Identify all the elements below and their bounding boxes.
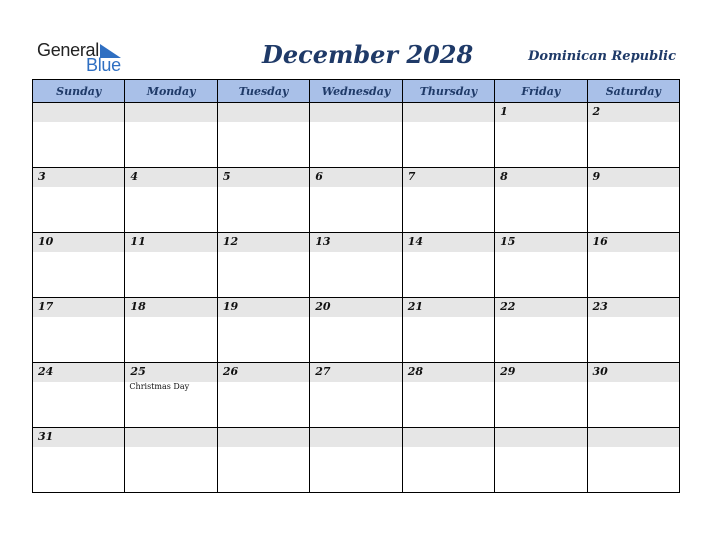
weekday-header: Sunday: [33, 80, 125, 103]
day-cell: [310, 168, 402, 233]
day-number-strip: [125, 168, 216, 187]
day-cell: [125, 363, 217, 428]
day-cell: [587, 298, 679, 363]
country-name: Dominican Republic: [528, 49, 676, 64]
calendar-body: [33, 103, 680, 493]
day-number: 20: [315, 300, 331, 313]
week-row: [33, 298, 680, 363]
weekday-header: Thursday: [402, 80, 494, 103]
day-cell: [402, 428, 494, 493]
day-number: 8: [500, 170, 508, 183]
day-number-strip: [310, 428, 401, 447]
holiday-label: Christmas Day: [129, 382, 190, 391]
day-number-strip: [403, 363, 494, 382]
weekday-header: Tuesday: [217, 80, 309, 103]
day-cell: [33, 168, 125, 233]
day-cell: [125, 298, 217, 363]
day-number: 4: [130, 170, 139, 183]
day-number-strip: [495, 428, 586, 447]
day-number-strip: [218, 363, 309, 382]
day-number-strip: [218, 103, 309, 122]
day-number-strip: [310, 363, 401, 382]
day-number: 26: [222, 365, 239, 378]
day-number-strip: [310, 103, 401, 122]
weekday-header: Saturday: [587, 80, 679, 103]
day-number-strip: [125, 363, 216, 382]
day-number: 14: [407, 235, 423, 248]
day-number-strip: [495, 298, 586, 317]
day-cell: [310, 363, 402, 428]
day-number: 16: [592, 235, 608, 248]
week-row: [33, 168, 680, 233]
day-number-strip: [403, 233, 494, 252]
day-number-strip: [33, 298, 124, 317]
day-cell: [125, 168, 217, 233]
calendar-grid: [32, 79, 680, 493]
day-number-strip: [588, 363, 679, 382]
day-number-strip: [218, 298, 309, 317]
day-number: 21: [407, 300, 423, 313]
day-number: 24: [38, 365, 54, 378]
day-number: 13: [315, 235, 331, 248]
day-cell: [310, 428, 402, 493]
day-cell: [587, 103, 679, 168]
day-cell: [495, 103, 587, 168]
day-cell: [402, 103, 494, 168]
day-number-strip: [218, 233, 309, 252]
week-row: [33, 103, 680, 168]
day-cell: [587, 168, 679, 233]
day-cell: [495, 428, 587, 493]
day-number-strip: [310, 168, 401, 187]
day-cell: [402, 233, 494, 298]
day-cell: [217, 363, 309, 428]
day-number-strip: [310, 233, 401, 252]
day-number-strip: [33, 233, 124, 252]
day-number-strip: [588, 233, 679, 252]
week-row: [33, 428, 680, 493]
day-cell: [587, 428, 679, 493]
day-number: 27: [315, 365, 331, 378]
day-number: 17: [38, 300, 54, 313]
day-cell: [402, 298, 494, 363]
day-number-strip: [125, 428, 216, 447]
day-number-strip: [403, 298, 494, 317]
day-number: 22: [500, 300, 516, 313]
day-number: 28: [407, 365, 423, 378]
day-number: 31: [38, 430, 54, 443]
logo-text-blue: Blue: [86, 55, 121, 75]
day-number-strip: [33, 428, 124, 447]
day-cell: [217, 428, 309, 493]
day-number-strip: [33, 103, 124, 122]
day-cell: [402, 168, 494, 233]
day-number-strip: [403, 168, 494, 187]
day-cell: [495, 363, 587, 428]
day-number-strip: [33, 168, 124, 187]
day-number: 30: [592, 365, 608, 378]
calendar-title: December 2028: [262, 40, 474, 69]
generalblue-logo: [37, 40, 127, 74]
day-cell: [125, 428, 217, 493]
day-number: 12: [222, 235, 239, 248]
logo-text-general: General: [37, 40, 99, 60]
day-number-strip: [125, 103, 216, 122]
day-number-strip: [495, 103, 586, 122]
day-cell: [33, 298, 125, 363]
weekday-header: Monday: [125, 80, 217, 103]
day-number: 23: [592, 300, 608, 313]
day-cell: [33, 428, 125, 493]
day-number: 6: [315, 170, 323, 183]
day-number: 10: [38, 235, 54, 248]
day-cell: [587, 233, 679, 298]
day-number-strip: [310, 298, 401, 317]
day-number-strip: [588, 428, 679, 447]
day-cell: [217, 168, 309, 233]
day-cell: [217, 298, 309, 363]
day-cell: [33, 363, 125, 428]
day-cell: [217, 103, 309, 168]
day-cell: [495, 298, 587, 363]
day-number-strip: [588, 298, 679, 317]
day-cell: [217, 233, 309, 298]
day-number-strip: [588, 168, 679, 187]
day-cell: [310, 233, 402, 298]
day-number: 2: [592, 105, 601, 118]
day-cell: [402, 363, 494, 428]
day-number-strip: [495, 168, 586, 187]
day-number-strip: [403, 428, 494, 447]
week-row: [33, 363, 680, 428]
day-cell: [587, 363, 679, 428]
day-cell: [125, 103, 217, 168]
weekday-header-row: [33, 80, 680, 103]
day-number: 19: [222, 300, 239, 313]
day-number: 7: [407, 170, 416, 183]
day-number-strip: [125, 233, 216, 252]
day-number: 29: [500, 365, 516, 378]
day-number: 1: [500, 105, 508, 118]
weekday-header: Wednesday: [310, 80, 402, 103]
day-cell: [310, 103, 402, 168]
day-number: 5: [222, 170, 231, 183]
day-number-strip: [125, 298, 216, 317]
day-number-strip: [495, 233, 586, 252]
day-cell: [310, 298, 402, 363]
day-number: 25: [130, 365, 146, 378]
day-number-strip: [495, 363, 586, 382]
day-number-strip: [588, 103, 679, 122]
day-number: 3: [38, 170, 46, 183]
day-number: 18: [130, 300, 146, 313]
day-number: 9: [592, 170, 601, 183]
day-cell: [33, 103, 125, 168]
weekday-header: Friday: [495, 80, 587, 103]
day-number: 11: [130, 235, 146, 248]
day-cell: [125, 233, 217, 298]
day-cell: [495, 168, 587, 233]
day-number-strip: [218, 428, 309, 447]
day-number-strip: [218, 168, 309, 187]
day-number-strip: [403, 103, 494, 122]
day-number: 15: [500, 235, 516, 248]
day-cell: [33, 233, 125, 298]
day-cell: [495, 233, 587, 298]
week-row: [33, 233, 680, 298]
day-number-strip: [33, 363, 124, 382]
